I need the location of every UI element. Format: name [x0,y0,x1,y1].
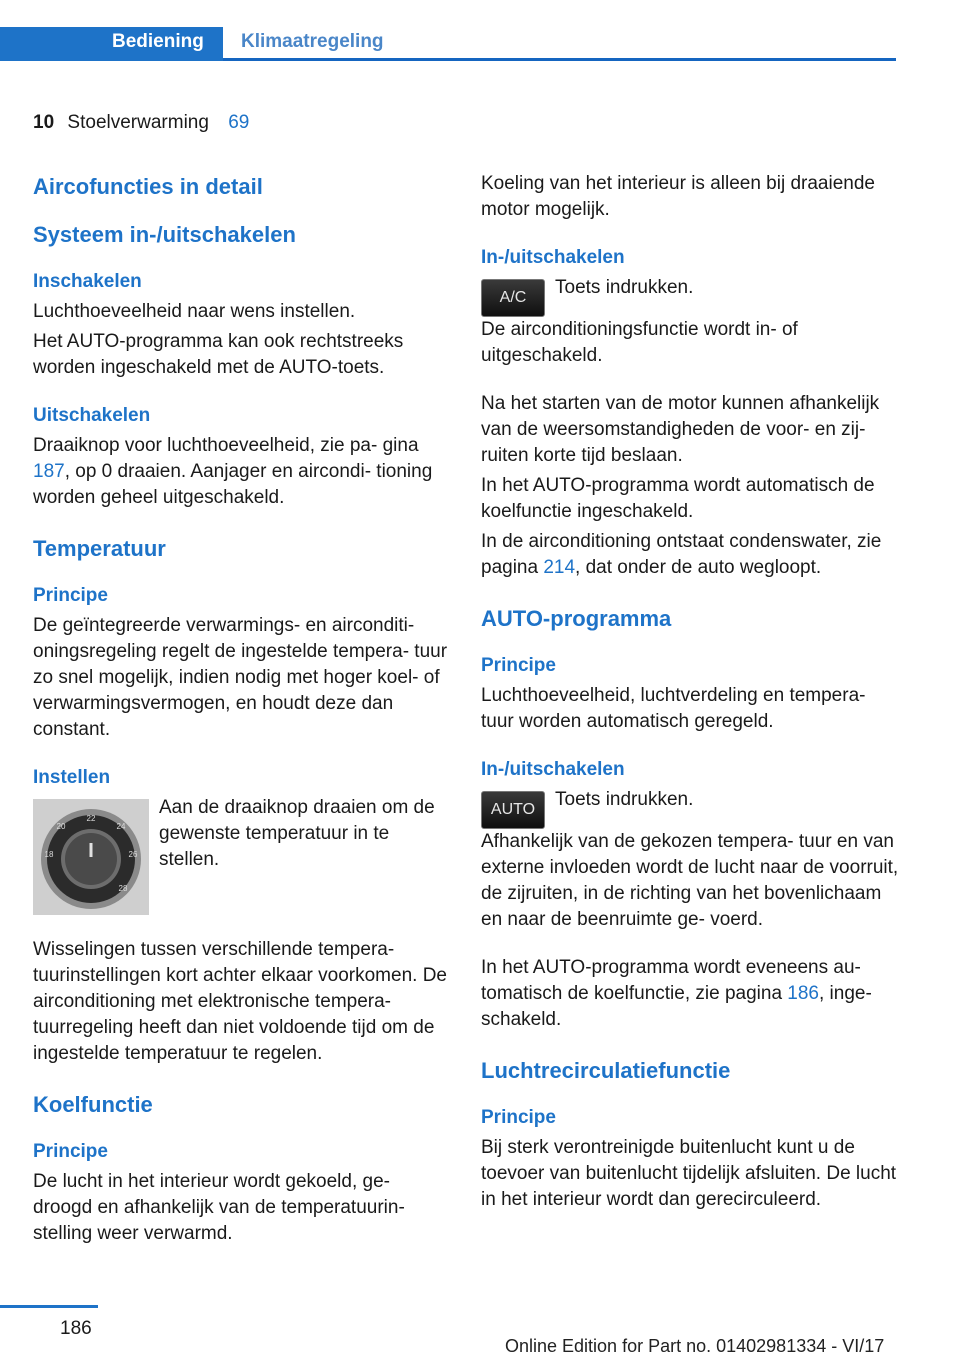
text: , dat onder de auto wegloopt. [575,557,822,578]
paragraph: In het AUTO-programma wordt automatisch de koelfunctie ingeschakeld. [481,475,875,522]
ac-button-image: A/C [481,279,545,317]
right-column [481,171,901,1217]
dial-label: 24 [116,822,126,831]
crumb-number: 10 [33,112,55,133]
dial-label: 22 [86,814,96,823]
heading-recirculation: Luchtrecirculatiefunctie [481,1058,731,1083]
dial-label: 20 [56,822,66,831]
footer-rule [0,1305,98,1308]
heading-temperature: Temperatuur [33,536,166,561]
paragraph: Wisselingen tussen verschillende tempera‐ tuurinstellingen kort achter elkaar voorkomen. De airconditioning met elektronische tempera‐ tuurregeling heeft dan niet voldoende tijd om de ingestelde temperatuur te regelen. [33,939,447,1064]
paragraph: Luchthoeveelheid naar wens instellen. [33,301,356,322]
dial-block [33,795,453,915]
edition-note: Online Edition for Part no. 01402981334 - VI/17 [505,1336,885,1356]
paragraph: Na het starten van de motor kunnen afhankelijk van de weersomstandigheden de voor- en zij‐ ruiten korte tijd beslaan. [481,393,880,466]
press-instruction: Toets indrukken. [555,277,694,298]
heading-set: Instellen [33,767,111,788]
paragraph: De geïntegreerde verwarmings- en airconditi‐ oningsregeling regelt de ingestelde tempera‐ tuur zo snel mogelijk, indien nodig met hoger koel- of verwarmingsvermogen, en houdt deze dan constant. [33,615,448,740]
paragraph: Luchthoeveelheid, luchtverdeling en tempera‐ tuur worden automatisch geregeld. [481,685,866,732]
heading-system: Systeem in-/uitschakelen [33,222,296,247]
temperature-dial-image [33,799,149,915]
paragraph [33,433,453,511]
heading-principle: Principe [481,655,556,676]
tab-bediening[interactable]: Bediening [0,27,223,61]
breadcrumb [33,112,249,134]
text: In het AUTO-programma wordt eveneens au‐ tomatisch de koelfunctie, zie pagina [481,957,861,1004]
heading-on: Inschakelen [33,271,142,292]
text: , op 0 draaien. Aanjager en aircondi‐ tioning worden geheel uitgeschakeld. [33,461,433,508]
chapter-tabbar [0,27,896,61]
heading-onoff: In-/uitschakelen [481,247,625,268]
dial-label: 26 [128,850,138,859]
text: In de airconditioning ontstaat condenswater, zie pagina [481,531,882,578]
paragraph: Afhankelijk van de gekozen tempera‐ tuur en van externe invloeden wordt de lucht naar de voorruit, de zijruiten, in de richting van het bovenlichaam en naar de beenruimte ge‐ voerd. [481,831,899,930]
paragraph: Koeling van het interieur is alleen bij draaiende motor mogelijk. [481,173,875,220]
auto-button-block [481,787,901,829]
paragraph: De airconditioningsfunctie wordt in- of uitgeschakeld. [481,319,798,366]
page-number: 186 [60,1318,92,1339]
paragraph: De lucht in het interieur wordt gekoeld, ge‐ droogd en afhankelijk van de temperatuurin‐ stelling weer verwarmd. [33,1171,405,1244]
press-instruction: Toets indrukken. [555,789,694,810]
page-link[interactable]: 214 [543,557,576,578]
paragraph [481,529,901,581]
dial-label: 28 [118,884,128,893]
auto-button-image: AUTO [481,791,545,829]
paragraph [481,955,901,1033]
paragraph: Bij sterk verontreinigde buitenlucht kunt u de toevoer van buitenlucht tijdelijk afsluiten. De lucht in het interieur wordt dan gerecirculeerd. [481,1137,897,1210]
heading-onoff: In-/uitschakelen [481,759,625,780]
tab-klimaatregeling[interactable]: Klimaatregeling [241,31,384,52]
ac-button-block [481,275,901,317]
section-title: Aircofuncties in detail [33,174,263,199]
page-link[interactable]: 187 [33,461,65,482]
left-column [33,171,453,1251]
dial-label: 18 [44,850,54,859]
heading-cooling: Koelfunctie [33,1092,153,1117]
heading-off: Uitschakelen [33,405,151,426]
heading-principle: Principe [481,1107,556,1128]
crumb-page-link[interactable]: 69 [228,112,250,133]
heading-principle: Principe [33,585,108,606]
text: , inge‐ schakeld. [481,983,872,1030]
paragraph: Het AUTO-programma kan ook rechtstreeks worden ingeschakeld met de AUTO-toets. [33,331,404,378]
heading-auto-program: AUTO-programma [481,606,672,631]
text: Draaiknop voor luchthoeveelheid, zie pa‐ gina [33,435,419,456]
heading-principle: Principe [33,1141,108,1162]
crumb-title[interactable]: Stoelverwarming [67,112,209,133]
page-link[interactable]: 186 [787,983,819,1004]
dial-instruction: Aan de draaiknop draaien om de gewenste temperatuur in te stellen. [159,797,435,870]
